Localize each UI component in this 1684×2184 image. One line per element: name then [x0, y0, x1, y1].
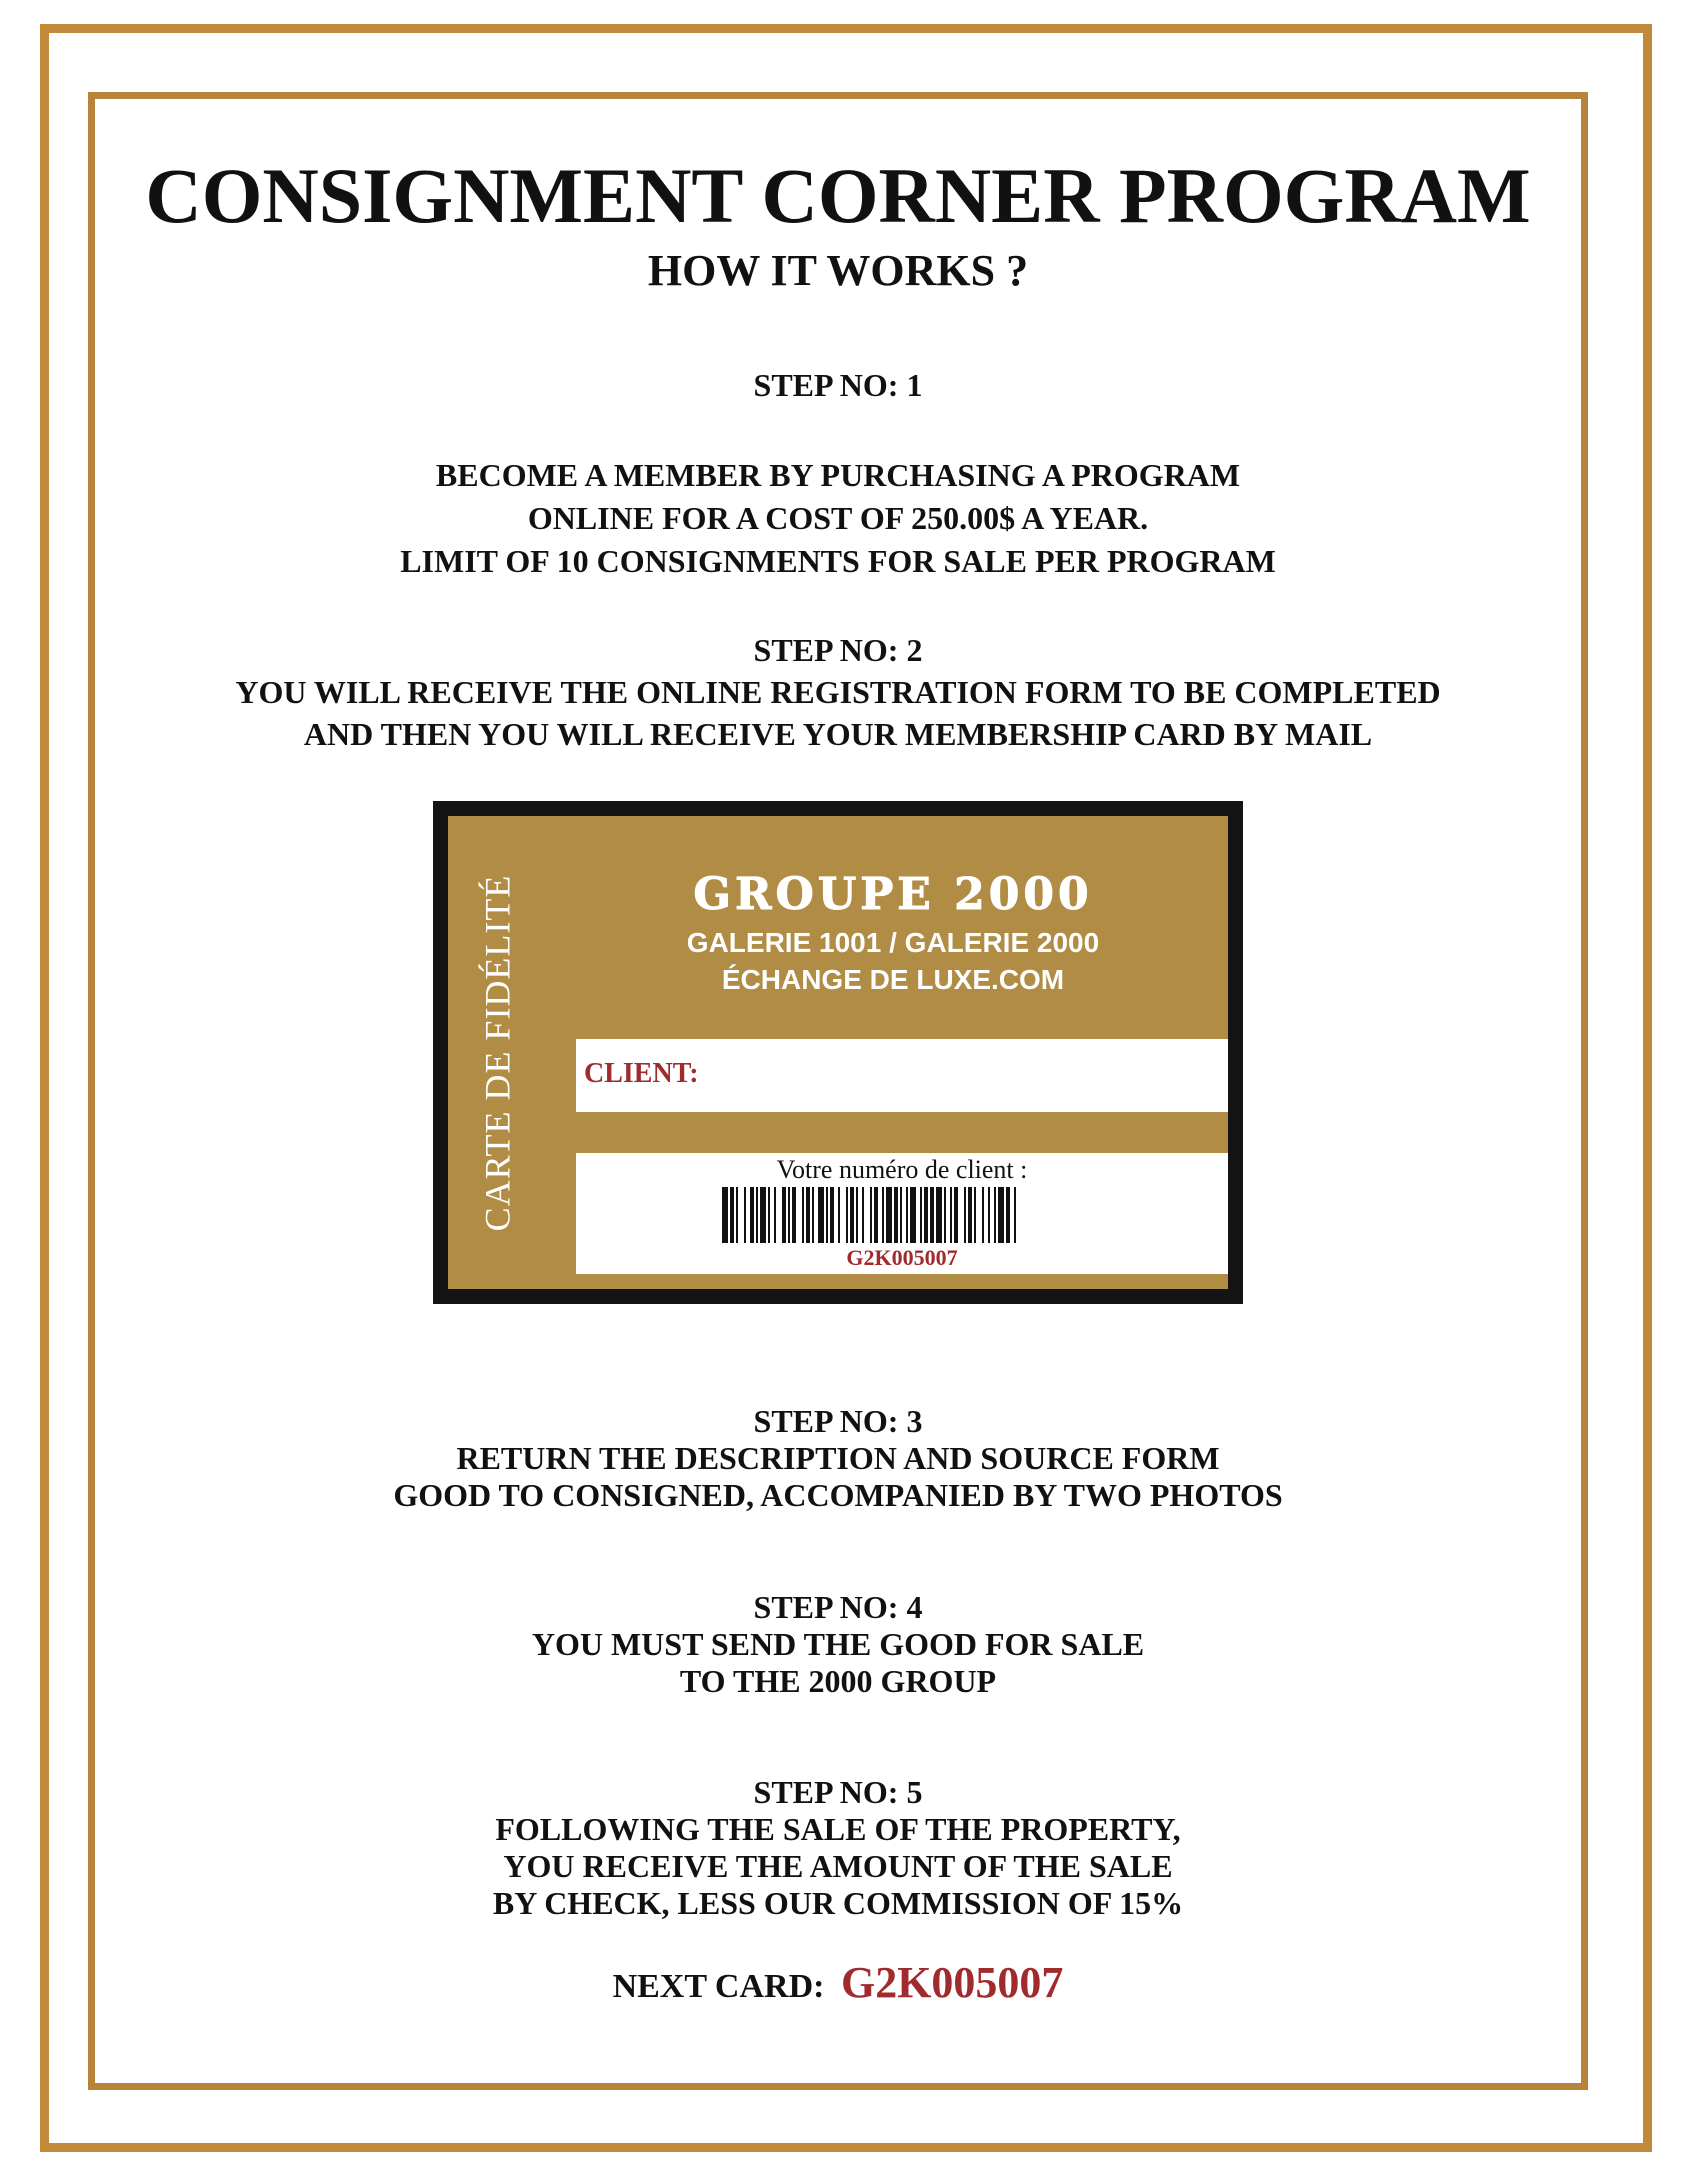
step-label: STEP NO: 1: [753, 367, 923, 403]
card-subline: ÉCHANGE DE LUXE.COM: [721, 964, 1065, 995]
step-text-line: YOU WILL RECEIVE THE ONLINE REGISTRATION FORM TO BE COMPLETED: [235, 674, 1441, 710]
step-3: [95, 1403, 1581, 1514]
step-text-line: BY CHECK, LESS OUR COMMISSION OF 15%: [492, 1885, 1184, 1921]
step-text-line: ONLINE FOR A COST OF 250.00$ A YEAR.: [527, 500, 1149, 536]
step-label: STEP NO: 2: [753, 632, 923, 668]
card-brand-logo: GROUPE 2000: [693, 869, 1093, 920]
step-2: [95, 629, 1581, 755]
step-label: STEP NO: 3: [753, 1403, 923, 1439]
step-label: STEP NO: 5: [753, 1774, 923, 1810]
page-subtitle: HOW IT WORKS ?: [647, 246, 1029, 295]
next-card-code: G2K005007: [840, 1958, 1064, 2007]
next-card-label: NEXT CARD:: [612, 1968, 825, 2005]
step-text-line: FOLLOWING THE SALE OF THE PROPERTY,: [495, 1811, 1181, 1847]
step-text-line: YOU RECEIVE THE AMOUNT OF THE SALE: [503, 1848, 1173, 1884]
step-5: [95, 1774, 1581, 1922]
card-face: [448, 816, 1228, 1289]
client-number-label: Votre numéro de client :: [776, 1155, 1028, 1184]
step-text-line: TO THE 2000 GROUP: [679, 1663, 997, 1699]
next-card-line: [95, 1955, 1581, 2015]
client-name-field: [576, 1039, 1228, 1112]
step-text-line: LIMIT OF 10 CONSIGNMENTS FOR SALE PER PROGRAM: [400, 543, 1276, 579]
step-text-line: YOU MUST SEND THE GOOD FOR SALE: [531, 1626, 1145, 1662]
membership-card: [433, 801, 1243, 1304]
card-subline: GALERIE 1001 / GALERIE 2000: [686, 927, 1100, 958]
step-text-line: AND THEN YOU WILL RECEIVE YOUR MEMBERSHIP CARD BY MAIL: [303, 716, 1373, 752]
client-number-panel: [576, 1153, 1228, 1274]
step-text-line: GOOD TO CONSIGNED, ACCOMPANIED BY TWO PHOTOS: [393, 1477, 1283, 1513]
client-label: CLIENT:: [584, 1058, 699, 1089]
card-side-text: CARTE DE FIDÉLITÉ: [477, 874, 518, 1231]
step-1: [95, 367, 1581, 583]
step-label: STEP NO: 4: [753, 1589, 923, 1625]
step-text-line: BECOME A MEMBER BY PURCHASING A PROGRAM: [435, 457, 1241, 493]
step-4: [95, 1589, 1581, 1700]
step-text-line: RETURN THE DESCRIPTION AND SOURCE FORM: [456, 1440, 1220, 1476]
page-title: CONSIGNMENT CORNER PROGRAM: [145, 152, 1531, 239]
client-number: G2K005007: [846, 1245, 958, 1270]
barcode-icon: [722, 1187, 1102, 1243]
card-side-label: [462, 816, 532, 1289]
